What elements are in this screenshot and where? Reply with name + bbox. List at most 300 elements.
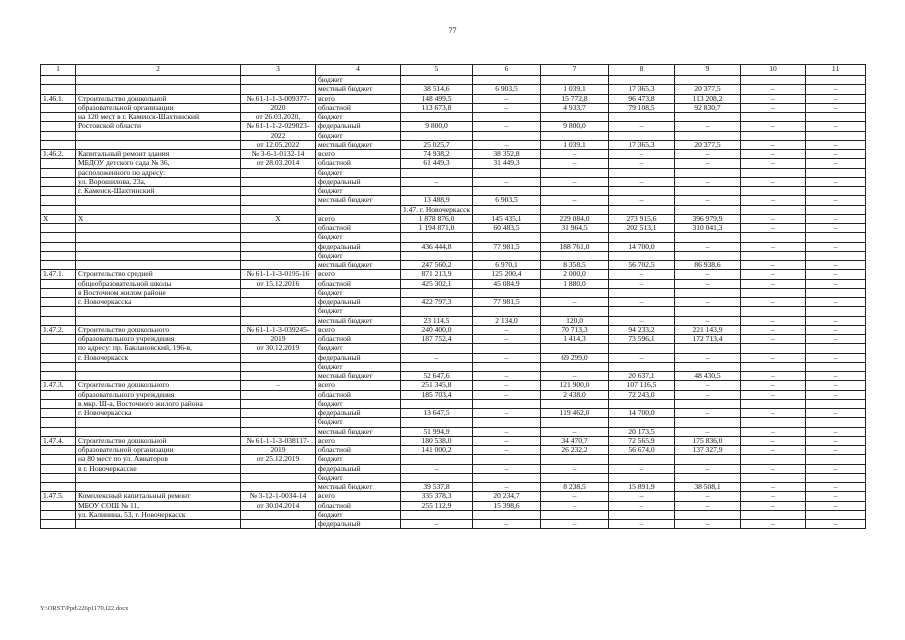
table-cell	[41, 177, 76, 186]
table-cell: –	[741, 279, 806, 288]
table-cell	[241, 399, 316, 408]
table-row	[41, 177, 866, 186]
table-cell	[541, 399, 609, 408]
table-cell	[241, 76, 316, 85]
table-cell: –	[741, 261, 806, 270]
table-cell: г. Каменск-Шахтинский	[76, 187, 241, 196]
table-cell: –	[541, 150, 609, 159]
table-cell: 310 041,3	[675, 224, 741, 233]
table-cell: 94 233,2	[609, 325, 675, 334]
table-cell	[541, 233, 609, 242]
table-cell: –	[609, 492, 675, 501]
table-cell: –	[806, 325, 866, 334]
table-cell: 1.47.2.	[41, 325, 76, 334]
table-row	[41, 187, 866, 196]
table-cell: 39 537,8	[401, 483, 473, 492]
table-cell	[41, 233, 76, 242]
table-cell	[675, 76, 741, 85]
table-cell	[473, 205, 541, 214]
table-cell	[675, 418, 741, 427]
table-row	[41, 316, 866, 325]
table-cell	[741, 131, 806, 140]
table-cell: –	[741, 427, 806, 436]
table-cell	[76, 261, 241, 270]
table-cell: всего	[316, 270, 401, 279]
table-cell: федеральный	[316, 298, 401, 307]
table-cell: 188 761,0	[541, 242, 609, 251]
header-cell: 9	[675, 65, 741, 76]
table-cell	[41, 510, 76, 519]
table-cell	[41, 131, 76, 140]
table-row	[41, 409, 866, 418]
table-cell	[675, 113, 741, 122]
table-cell	[241, 288, 316, 297]
table-cell	[741, 510, 806, 519]
table-cell: 45 084,9	[473, 279, 541, 288]
header-cell: 10	[741, 65, 806, 76]
table-cell: местный бюджет	[316, 372, 401, 381]
table-cell: –	[806, 372, 866, 381]
table-row	[41, 390, 866, 399]
table-cell: –	[741, 122, 806, 131]
table-row	[41, 288, 866, 297]
table-cell	[473, 288, 541, 297]
table-cell: 1 878 876,0	[401, 214, 473, 223]
table-row	[41, 168, 866, 177]
table-cell	[241, 390, 316, 399]
table-cell: 15 772,8	[541, 94, 609, 103]
table-row	[41, 122, 866, 131]
table-cell: 6 970,1	[473, 261, 541, 270]
table-cell: –	[806, 390, 866, 399]
budget-table	[40, 64, 866, 529]
table-cell	[76, 473, 241, 482]
table-row	[41, 418, 866, 427]
table-cell	[41, 362, 76, 371]
table-row	[41, 103, 866, 112]
table-cell: –	[609, 177, 675, 186]
table-cell: областной	[316, 159, 401, 168]
table-cell: Строительство дошкольной	[76, 436, 241, 445]
table-cell	[241, 353, 316, 362]
table-cell: областной	[316, 446, 401, 455]
table-cell	[76, 233, 241, 242]
table-cell	[675, 168, 741, 177]
table-row	[41, 131, 866, 140]
table-cell: областной	[316, 103, 401, 112]
table-cell: 1 194 871,0	[401, 224, 473, 233]
table-cell	[541, 344, 609, 353]
table-cell: –	[741, 316, 806, 325]
table-cell: –	[741, 483, 806, 492]
table-cell: –	[806, 177, 866, 186]
table-cell: –	[806, 298, 866, 307]
table-cell	[41, 335, 76, 344]
table-cell: 31 449,3	[473, 159, 541, 168]
table-cell	[241, 233, 316, 242]
table-cell: 2 438,0	[541, 390, 609, 399]
table-cell: 247 560,2	[401, 261, 473, 270]
table-row	[41, 427, 866, 436]
table-cell: –	[741, 159, 806, 168]
table-cell: –	[806, 85, 866, 94]
table-cell: от 30.04.2014	[241, 501, 316, 510]
table-cell: 60 483,5	[473, 224, 541, 233]
table-row	[41, 214, 866, 223]
table-cell	[806, 344, 866, 353]
table-cell: 14 700,0	[609, 242, 675, 251]
table-cell	[241, 464, 316, 473]
table-cell: –	[675, 242, 741, 251]
table-cell	[76, 76, 241, 85]
table-cell	[541, 168, 609, 177]
table-cell	[41, 455, 76, 464]
table-row	[41, 307, 866, 316]
table-cell	[76, 427, 241, 436]
table-cell: бюджет	[316, 307, 401, 316]
table-cell: федеральный	[316, 242, 401, 251]
table-cell	[41, 298, 76, 307]
table-cell	[76, 251, 241, 260]
table-cell: 1.47.5.	[41, 492, 76, 501]
table-cell: –	[609, 501, 675, 510]
table-cell	[76, 140, 241, 149]
table-cell: 17 365,3	[609, 85, 675, 94]
table-cell: федеральный	[316, 409, 401, 418]
table-cell: –	[473, 446, 541, 455]
table-cell: –	[473, 372, 541, 381]
table-cell: федеральный	[316, 353, 401, 362]
table-cell: 273 915,6	[609, 214, 675, 223]
table-cell: 125 200,4	[473, 270, 541, 279]
table-cell: –	[806, 316, 866, 325]
table-cell	[401, 288, 473, 297]
table-cell	[76, 362, 241, 371]
table-row	[41, 113, 866, 122]
table-cell: образовательной организации	[76, 446, 241, 455]
table-cell: –	[806, 150, 866, 159]
table-cell: местный бюджет	[316, 483, 401, 492]
table-cell	[741, 455, 806, 464]
table-cell: –	[609, 464, 675, 473]
table-cell	[241, 473, 316, 482]
table-cell: 121 900,0	[541, 381, 609, 390]
table-cell: –	[806, 214, 866, 223]
table-cell: 72 565,9	[609, 436, 675, 445]
table-cell	[76, 372, 241, 381]
table-cell: 1 039,1	[541, 85, 609, 94]
table-cell	[473, 76, 541, 85]
table-cell	[401, 473, 473, 482]
table-cell	[41, 261, 76, 270]
table-cell: –	[741, 381, 806, 390]
table-cell: 38 352,8	[473, 150, 541, 159]
table-cell	[609, 510, 675, 519]
table-row	[41, 473, 866, 482]
table-cell: –	[675, 122, 741, 131]
table-row	[41, 399, 866, 408]
table-row	[41, 196, 866, 205]
table-cell: 69 299,0	[541, 353, 609, 362]
table-cell: от 28.03.2014	[241, 159, 316, 168]
table-cell: образовательного учреждения	[76, 390, 241, 399]
table-cell	[473, 399, 541, 408]
table-cell: областной	[316, 335, 401, 344]
table-cell	[76, 85, 241, 94]
table-cell: –	[609, 298, 675, 307]
table-cell	[675, 187, 741, 196]
table-cell	[541, 131, 609, 140]
table-cell	[741, 76, 806, 85]
table-cell: –	[806, 492, 866, 501]
table-cell: образовательного учреждения	[76, 335, 241, 344]
table-cell: –	[609, 150, 675, 159]
table-cell: г. Новочеркасска	[76, 409, 241, 418]
table-cell: г. Новочеркасск	[76, 353, 241, 362]
table-cell: 61 449,3	[401, 159, 473, 168]
table-cell: ул. Ворошилова, 23а,	[76, 177, 241, 186]
table-cell	[401, 344, 473, 353]
table-cell: 422 797,3	[401, 298, 473, 307]
table-cell: бюджет	[316, 233, 401, 242]
table-cell: Строительство средней	[76, 270, 241, 279]
table-cell	[609, 187, 675, 196]
table-row	[41, 335, 866, 344]
table-cell: 25 025,7	[401, 140, 473, 149]
table-cell: –	[741, 464, 806, 473]
table-cell: –	[806, 501, 866, 510]
table-cell	[241, 196, 316, 205]
table-cell: –	[473, 427, 541, 436]
table-cell	[741, 288, 806, 297]
table-cell	[609, 455, 675, 464]
table-cell	[41, 103, 76, 112]
table-cell	[473, 168, 541, 177]
table-cell	[541, 418, 609, 427]
table-row	[41, 483, 866, 492]
table-cell: –	[675, 316, 741, 325]
table-cell: 31 964,5	[541, 224, 609, 233]
table-cell: –	[473, 436, 541, 445]
table-cell: –	[806, 122, 866, 131]
table-cell: 2 134,0	[473, 316, 541, 325]
table-cell: –	[806, 427, 866, 436]
table-cell: 73 596,1	[609, 335, 675, 344]
table-cell: 38 508,1	[675, 483, 741, 492]
table-cell: бюджет	[316, 418, 401, 427]
table-cell	[609, 205, 675, 214]
table-cell: –	[741, 196, 806, 205]
table-cell: –	[741, 436, 806, 445]
table-cell	[41, 76, 76, 85]
table-cell: –	[806, 279, 866, 288]
table-cell	[806, 168, 866, 177]
table-cell: –	[806, 270, 866, 279]
table-cell: –	[401, 177, 473, 186]
table-cell: бюджет	[316, 510, 401, 519]
table-cell: 8 358,5	[541, 261, 609, 270]
table-cell: –	[741, 177, 806, 186]
table-cell: общеобразовательной школы	[76, 279, 241, 288]
table-cell: –	[675, 520, 741, 529]
table-cell: № 61-1-1-3-038117-	[241, 436, 316, 445]
table-cell: 119 462,0	[541, 409, 609, 418]
table-cell	[41, 399, 76, 408]
table-cell: –	[541, 298, 609, 307]
table-cell: 26 232,2	[541, 446, 609, 455]
table-cell: –	[741, 224, 806, 233]
table-cell: –	[675, 501, 741, 510]
table-cell: –	[675, 150, 741, 159]
table-cell	[41, 187, 76, 196]
table-cell: –	[741, 94, 806, 103]
table-cell: –	[675, 353, 741, 362]
table-cell: 48 430,5	[675, 372, 741, 381]
table-cell: –	[806, 94, 866, 103]
table-cell	[241, 409, 316, 418]
table-row	[41, 501, 866, 510]
table-cell	[241, 362, 316, 371]
table-cell: –	[401, 464, 473, 473]
table-cell: –	[541, 177, 609, 186]
table-cell	[241, 520, 316, 529]
table-cell	[41, 205, 76, 214]
table-cell: Капитальный ремонт здания	[76, 150, 241, 159]
table-cell: Ростовской области	[76, 122, 241, 131]
table-cell	[41, 196, 76, 205]
table-cell	[401, 113, 473, 122]
table-cell: –	[609, 270, 675, 279]
table-cell	[675, 205, 741, 214]
table-cell: 229 084,0	[541, 214, 609, 223]
table-cell: 1 039,1	[541, 140, 609, 149]
table-cell: 13 647,5	[401, 409, 473, 418]
table-cell	[41, 483, 76, 492]
table-row	[41, 140, 866, 149]
table-cell	[241, 372, 316, 381]
table-cell: 74 938,2	[401, 150, 473, 159]
table-cell: федеральный	[316, 122, 401, 131]
table-cell: 335 378,3	[401, 492, 473, 501]
table-cell: –	[741, 242, 806, 251]
table-row	[41, 261, 866, 270]
table-row	[41, 520, 866, 529]
header-cell: 1	[41, 65, 76, 76]
table-cell: от 26.03.2020,	[241, 113, 316, 122]
table-cell: 185 703,4	[401, 390, 473, 399]
table-cell	[609, 473, 675, 482]
table-cell: –	[806, 381, 866, 390]
table-cell: –	[675, 492, 741, 501]
table-cell: на 120 мест в г. Каменск-Шахтинский	[76, 113, 241, 122]
table-cell	[741, 113, 806, 122]
table-cell	[609, 168, 675, 177]
table-cell: 1.46.1.	[41, 94, 76, 103]
table-cell: на 80 мест по ул. Авиаторов	[76, 455, 241, 464]
table-body	[41, 76, 866, 529]
table-cell	[41, 168, 76, 177]
table-cell: –	[675, 177, 741, 186]
table-cell: бюджет	[316, 113, 401, 122]
table-cell: областной	[316, 279, 401, 288]
table-cell: 137 327,9	[675, 446, 741, 455]
table-cell: –	[741, 214, 806, 223]
table-cell	[675, 233, 741, 242]
table-cell: Строительство дошкольного	[76, 381, 241, 390]
table-cell: –	[541, 427, 609, 436]
table-cell	[741, 168, 806, 177]
table-cell	[473, 510, 541, 519]
table-cell	[675, 131, 741, 140]
table-cell: –	[609, 122, 675, 131]
table-cell: 1.47.1.	[41, 270, 76, 279]
table-cell: местный бюджет	[316, 427, 401, 436]
table-cell: –	[675, 381, 741, 390]
table-row	[41, 150, 866, 159]
table-cell	[41, 251, 76, 260]
table-cell	[41, 353, 76, 362]
table-cell: 9 800,0	[541, 122, 609, 131]
table-cell	[675, 399, 741, 408]
table-cell: ул. Калинина, 53, г. Новочеркасск	[76, 510, 241, 519]
table-cell: –	[401, 353, 473, 362]
table-cell	[241, 177, 316, 186]
table-row	[41, 205, 866, 214]
table-cell: 172 713,4	[675, 335, 741, 344]
table-cell	[241, 316, 316, 325]
table-cell: 96 473,8	[609, 94, 675, 103]
table-cell	[741, 418, 806, 427]
table-cell: 70 713,3	[541, 325, 609, 334]
table-cell: расположенного по адресу:	[76, 168, 241, 177]
table-row	[41, 455, 866, 464]
table-cell: –	[806, 140, 866, 149]
table-cell	[473, 344, 541, 353]
table-cell	[401, 131, 473, 140]
table-cell: –	[473, 381, 541, 390]
table-cell	[41, 159, 76, 168]
table-row	[41, 510, 866, 519]
table-cell	[401, 418, 473, 427]
table-cell	[541, 205, 609, 214]
table-cell	[609, 113, 675, 122]
table-cell	[806, 510, 866, 519]
table-cell	[76, 131, 241, 140]
table-cell: –	[609, 353, 675, 362]
table-cell	[473, 473, 541, 482]
table-cell: –	[741, 409, 806, 418]
table-cell: № 61-1-1-3-0195-16	[241, 270, 316, 279]
table-cell: 6 903,5	[473, 85, 541, 94]
table-cell	[401, 76, 473, 85]
table-cell: –	[541, 159, 609, 168]
table-cell: 20 234,7	[473, 492, 541, 501]
table-cell: 6 903,5	[473, 196, 541, 205]
table-cell	[473, 362, 541, 371]
table-cell	[41, 307, 76, 316]
table-cell: 77 981,5	[473, 242, 541, 251]
table-cell	[41, 390, 76, 399]
table-row	[41, 251, 866, 260]
table-cell	[401, 168, 473, 177]
table-row	[41, 94, 866, 103]
table-cell: Х	[76, 214, 241, 223]
table-cell	[76, 483, 241, 492]
table-cell: –	[741, 298, 806, 307]
table-cell	[473, 455, 541, 464]
table-cell	[401, 510, 473, 519]
table-cell	[76, 520, 241, 529]
